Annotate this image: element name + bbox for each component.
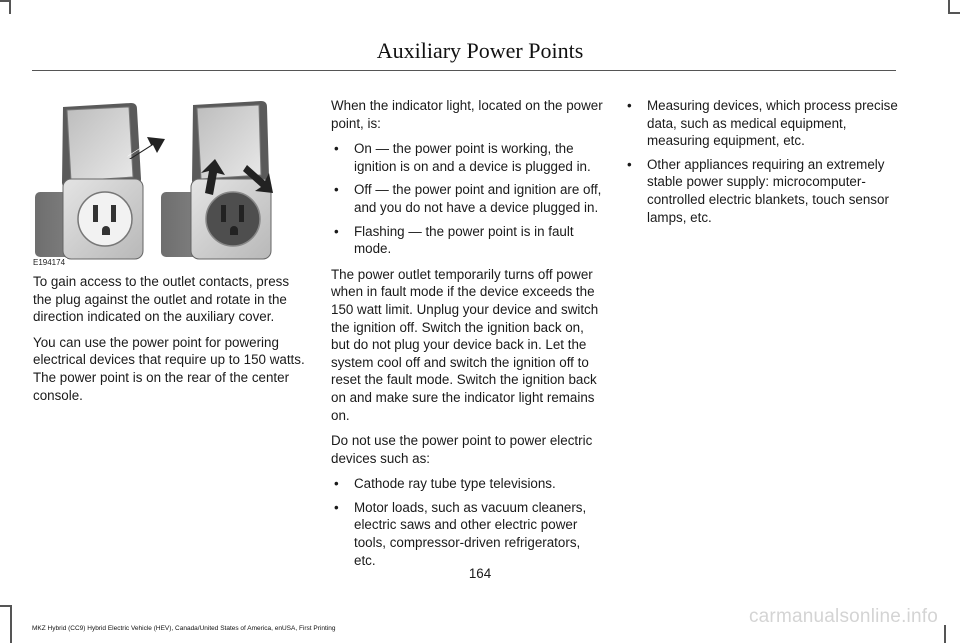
figure-code: E194174 (33, 258, 66, 267)
column-2 (331, 97, 603, 577)
header-rule (32, 70, 896, 71)
outlet-right (161, 101, 273, 259)
list-item: • On — the power point is working, the ignition is on and a device is plugged in. (334, 141, 591, 174)
list-item: • Measuring devices, which process precise data, such as medical equipment, measuring equipment, etc. (627, 98, 898, 149)
bullet: • (627, 156, 632, 172)
crop-mark (948, 12, 960, 14)
list-item: • Cathode ray tube type televisions. (334, 476, 556, 492)
devices-list-continued (624, 97, 899, 226)
devices-list (331, 475, 603, 569)
paragraph: Do not use the power point to power electric devices such as: (331, 433, 593, 466)
paragraph: When the indicator light, located on the power point, is: (331, 98, 603, 131)
page-number: 164 (468, 566, 492, 581)
crop-mark (10, 605, 12, 643)
outlet-left (35, 103, 165, 259)
crop-mark (0, 605, 10, 607)
watermark: carmanualsonline.info (748, 606, 938, 627)
crop-mark (944, 625, 946, 643)
column-1 (33, 273, 305, 412)
power-point-illustration (33, 97, 303, 267)
list-item: • Other appliances requiring an extremely stable power supply: microcomputer-controlled electric blankets, touch sensor lamps, etc. (627, 156, 889, 225)
list-item: • Motor loads, such as vacuum cleaners, electric saws and other electric power tools, compressor-driven refrigerators, etc. (334, 499, 587, 568)
bullet: • (334, 223, 339, 239)
bullet: • (627, 98, 632, 113)
page-title: Auxiliary Power Points (376, 38, 584, 63)
paragraph: To gain access to the outlet contacts, press the plug against the outlet and rotate in the direction indicated on the auxiliary cover. (33, 274, 290, 325)
column-3 (624, 97, 899, 234)
paragraph: The power outlet temporarily turns off power when in fault mode if the device exceeds the 150 watt limit. Unplug your device and switch the ignition off. Switch the ignition back on, but do not plug your device back in. Let the system cool off and switch the ignition off to reset the fault mode. Switch the ignition back on and make sure the indicator light remains on. (331, 266, 599, 423)
paragraph: You can use the power point for powering electrical devices that require up to 150 watts. The power point is on the rear of the center console. (33, 334, 305, 403)
footer-text: MKZ Hybrid (CC9) Hybrid Electric Vehicle (HEV), Canada/United States of America, enUSA, First Printing (32, 625, 336, 632)
bullet: • (334, 476, 339, 492)
indicator-states-list (331, 140, 603, 258)
bullet: • (334, 141, 339, 157)
bullet: • (334, 499, 339, 515)
crop-mark (9, 0, 11, 14)
power-outlet-figure (33, 97, 303, 267)
bullet: • (334, 182, 339, 198)
list-item: • Off — the power point and ignition are off, and you do not have a device plugged in. (334, 182, 602, 215)
list-item: • Flashing — the power point is in fault mode. (334, 223, 574, 257)
